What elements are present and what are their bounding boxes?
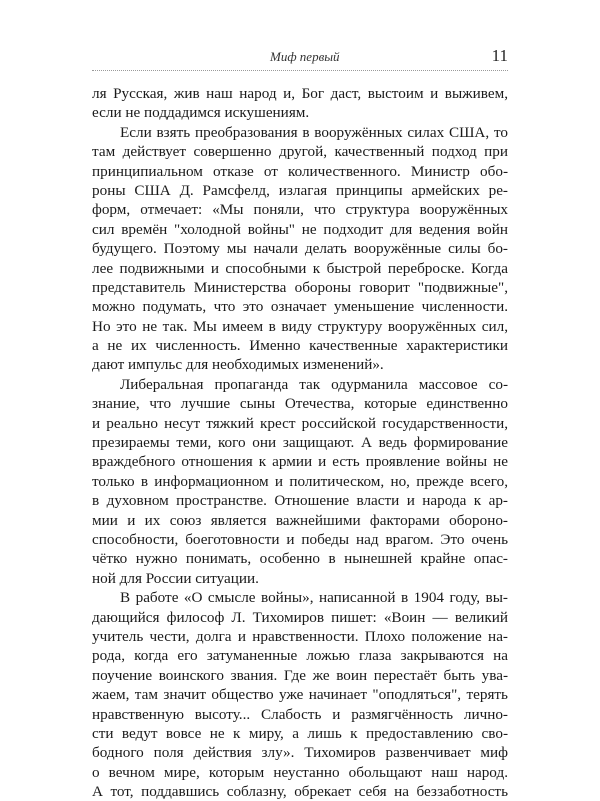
page-number: 11	[491, 46, 508, 65]
text-line: В работе «О смысле войны», написанной в 1904 году, вы-	[120, 589, 508, 607]
text-line: сил времён "холодной войны" не подходит для ведения войн	[92, 220, 508, 238]
text-line: дающийся философ Л. Тихомиров пишет: «Воин — великий	[92, 608, 508, 626]
running-header	[92, 46, 508, 71]
running-title: Миф первый	[270, 49, 340, 64]
text-line: а не их численность. Именно качественные характеристики	[92, 337, 508, 355]
text-line: роны США Д. Рамсфелд, излагая принципы армейских ре-	[92, 181, 508, 199]
text-line: враждебного отношения к армии и есть проявление войны не	[92, 453, 508, 471]
text-line: знание, что лучшие сыны Отечества, которые единственно	[92, 395, 508, 413]
text-line: в духовном пространстве. Отношение власти и народа к ар-	[92, 492, 508, 510]
text-line: ля Русская, жив наш народ и, Бог даст, выстоим и выживем,	[92, 85, 508, 102]
text-line: Если взять преобразования в вооружённых силах США, то	[120, 123, 508, 141]
text-line: можно подумать, что это означает уменьшение численности.	[92, 298, 508, 316]
text-line: форм, отмечает: «Мы поняли, что структура вооружённых	[92, 201, 508, 219]
text-line: и реально несут тяжкий крест российской государственности,	[92, 414, 508, 432]
text-line: презираемы теми, кого они защищают. А ведь формирование	[92, 434, 508, 452]
text-line: А тот, поддавшись соблазну, обрекает себя на беззаботность	[92, 783, 508, 801]
text-line: дают импульс для необходимых изменений».	[92, 356, 384, 374]
body-text	[92, 84, 508, 801]
paragraph	[92, 588, 508, 801]
paragraph	[92, 84, 508, 123]
text-line: поучение воинского звания. Где же воин перестаёт быть ува-	[92, 666, 508, 684]
text-line: мии и их союз является важнейшими факторами обороно-	[92, 511, 508, 529]
text-line: лее подвижными и способными к быстрой переброске. Когда	[92, 259, 508, 277]
text-line: сти ведут вовсе не к миру, а лишь к предоставлению сво-	[92, 724, 508, 742]
text-line: бодного поля действия злу». Тихомиров развенчивает миф	[92, 744, 508, 762]
text-line: о вечном мире, которым неустанно обольщают наш народ.	[92, 763, 508, 781]
text-line: жаем, там значит общество уже начинает "оподляться", терять	[92, 686, 508, 704]
text-line: способности, боеготовности и победы над врагом. Это очень	[92, 530, 508, 548]
text-line: чётко нужно понимать, особенно в нынешней крайне опас-	[92, 550, 508, 568]
text-line: ной для России ситуации.	[92, 569, 259, 587]
text-line: Но это не так. Мы имеем в виду структуру вооружённых сил,	[92, 317, 508, 335]
text-line: если не поддадимся искушениям.	[92, 104, 310, 122]
text-line: рода, когда его затуманенные ложью глаза закрываются на	[92, 647, 508, 665]
text-line: принципиальном отказе от количественного. Министр обо-	[92, 162, 508, 180]
text-line: представитель Министерства обороны говорит "подвижные",	[92, 278, 508, 296]
paragraph	[92, 123, 508, 375]
paragraph	[92, 375, 508, 588]
text-line: будущего. Поэтому мы начали делать вооружённые силы бо-	[92, 240, 508, 258]
text-line: нравственную высоту... Слабость и размягчённость лично-	[92, 705, 508, 723]
text-line: только в информационном и политическом, но, прежде всего,	[92, 472, 508, 490]
text-line: Либеральная пропаганда так одурманила массовое со-	[120, 375, 508, 393]
text-line: там действует совершенно другой, качественный подход при	[92, 143, 508, 161]
text-line: учитель чести, долга и нравственности. Плохо положение на-	[92, 627, 508, 645]
